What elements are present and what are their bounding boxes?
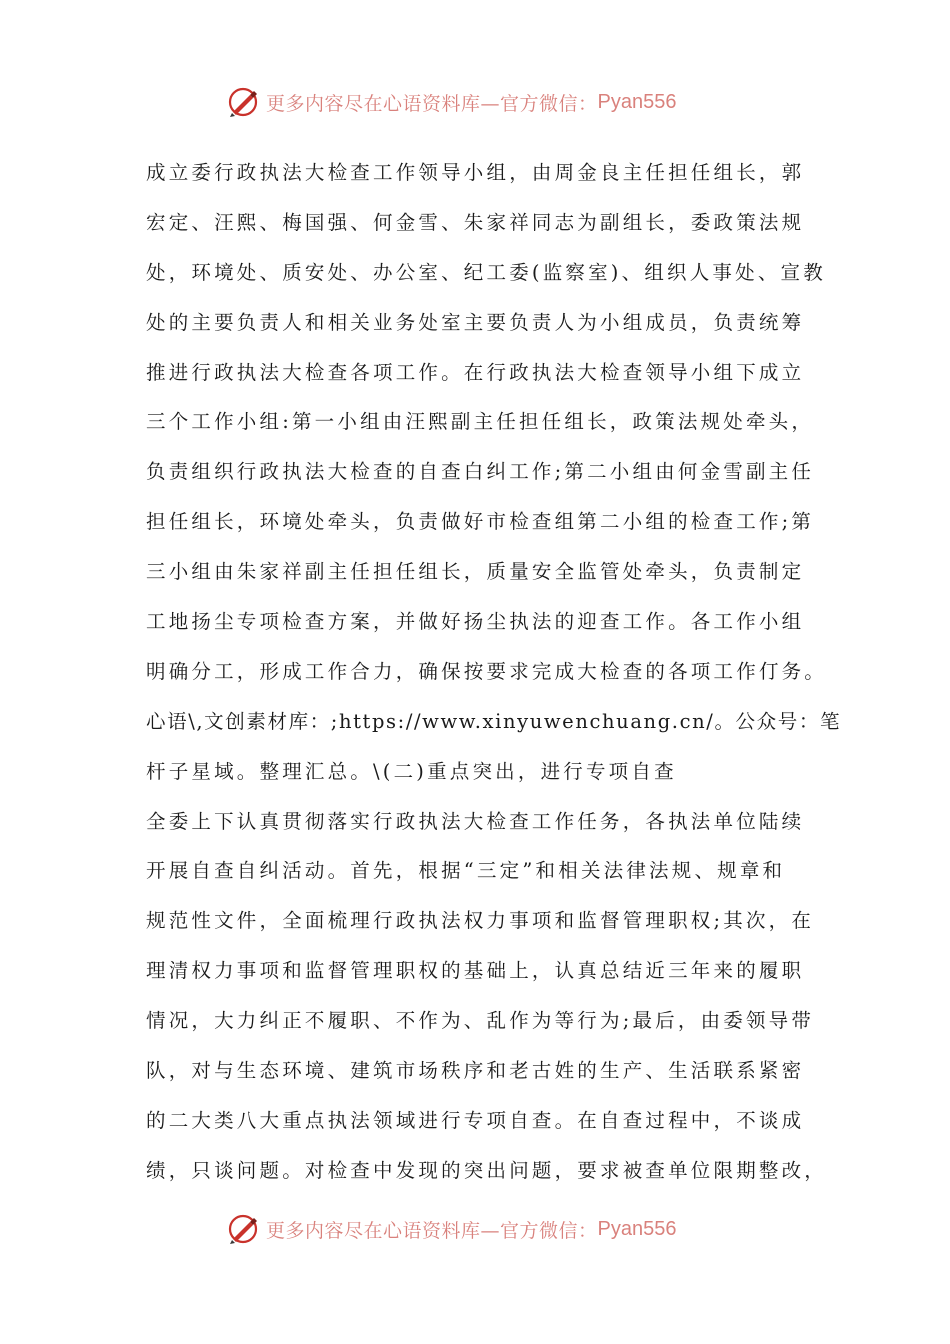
banner-wechat-id: Pyan556 [597,1217,677,1240]
text-line: 三小组由朱家祥副主任担任组长，质量安全监管处牵头，负责制定 [146,560,805,584]
text-line: 绩，只谈问题。对检查中发现的突出问题，要求被查单位限期整改， [146,1158,828,1182]
pen-logo-icon [226,1212,260,1246]
text-line: 推进行政执法大检查各项工作。在行政执法大检查领导小组下成立 [146,360,805,384]
text-line: 队，对与生态环境、建筑市场秩序和老古姓的生产、生活联系紧密 [146,1059,805,1083]
text-line: 开展自查自纠活动。首先，根据“三定”和相关法律法规、规章和 [146,859,786,883]
footer-watermark-banner [226,1211,676,1247]
text-line: 明确分工，形成工作合力，确保按要求完成大检查的各项工作仃务。 [146,659,828,683]
text-line: 的二大类八大重点执法领域进行专项自查。在自查过程中，不谈成 [146,1108,805,1132]
document-body [146,148,842,1196]
section-heading-line: 杆子星域。整理汇总。\(二)重点突出，进行专项自查 [146,759,677,783]
text-line: 全委上下认真贯彻落实行政执法大检查工作任务，各执法单位陆续 [146,809,805,833]
text-line: 规范性文件，全面梳理行政执法权力事项和监督管理职权;其次，在 [146,909,815,933]
banner-wechat-id: Pyan556 [597,90,677,113]
text-line: 心语\,文创素材库：;https://www.xinyuwenchuang.cn/。公众号：笔 [146,709,842,733]
pen-logo-icon [226,85,260,119]
header-watermark-banner [226,84,676,120]
text-line: 宏定、汪熙、梅国强、何金雪、朱家祥同志为副组长，委政策法规 [146,210,805,234]
text-line: 负责组织行政执法大检查的自查白纠工作;第二小组由何金雪副主任 [146,460,815,484]
text-line: 工地扬尘专项检查方案，并做好扬尘执法的迎查工作。各工作小组 [146,610,805,634]
text-line: 担任组长，环境处牵头，负责做好市检查组第二小组的检查工作;第 [146,510,815,534]
text-line: 理清权力事项和监督管理职权的基础上，认真总结近三年来的履职 [146,959,805,983]
text-line: 情况，大力纠正不履职、不作为、乱作为等行为;最后，由委领导带 [146,1009,815,1033]
banner-text: 更多内容尽在心语资料库—官方微信： [266,92,598,115]
banner-text: 更多内容尽在心语资料库—官方微信： [266,1219,598,1242]
text-line: 处，环境处、质安处、办公室、纪工委(监察室)、组织人事处、宣教 [146,260,826,284]
text-line: 处的主要负责人和相关业务处室主要负责人为小组成员，负责统筹 [146,310,805,334]
text-line: 成立委行政执法大检查工作领导小组，由周金良主任担任组长，郭 [146,161,805,184]
text-line: 三个工作小组:第一小组由汪熙副主任担任组长，政策法规处牵头， [146,410,815,434]
